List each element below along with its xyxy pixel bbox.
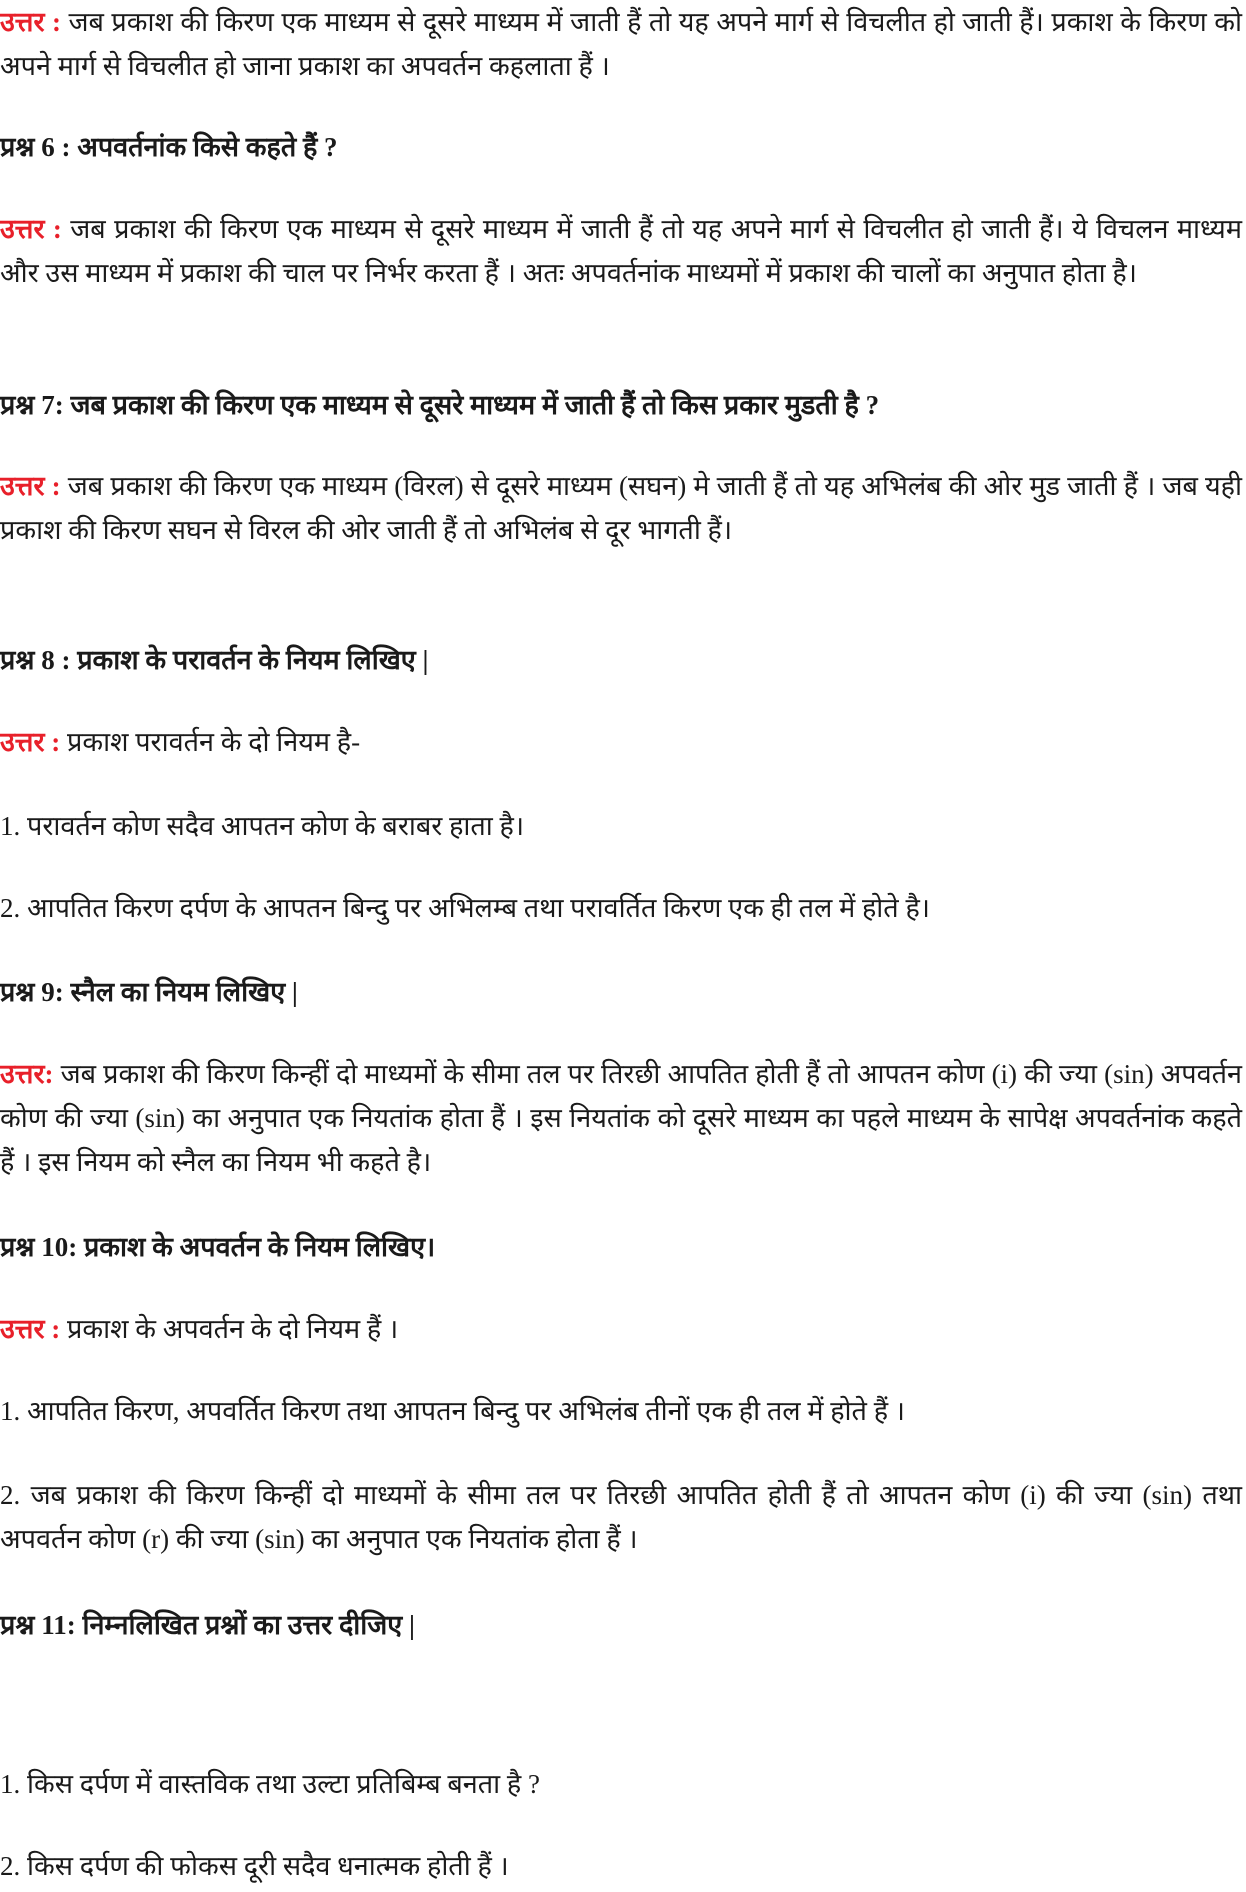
answer-8-point-1: 1. परावर्तन कोण सदैव आपतन कोण के बराबर हाता है।: [0, 811, 525, 841]
answer-text: जब प्रकाश की किरण एक माध्यम से दूसरे माध्यम में जाती हैं तो यह अपने मार्ग से विचलीत हो जाती हैं। प्रकाश के किरण को अपने मार्ग से विचलीत हो जाना प्रकाश का अपवर्तन कहलाता हैं ।: [0, 7, 1243, 81]
answer-label: उत्तर:: [0, 1059, 54, 1089]
answer-text: प्रकाश के अपवर्तन के दो नियम हैं ।: [67, 1314, 399, 1344]
answer-text: जब प्रकाश की किरण एक माध्यम (विरल) से दूसरे माध्यम (सघन) मे जाती हैं तो यह अभिलंब की ओर मुड जाती हैं । जब यही प्रकाश की किरण सघन से विरल की ओर जाती हैं तो अभिलंब से दूर भागती हैं।: [0, 471, 1243, 545]
answer-text: जब प्रकाश की किरण एक माध्यम से दूसरे माध्यम में जाती हैं तो यह अपने मार्ग से विचलीत हो जाती हैं। ये विचलन माध्यम और उस माध्यम में प्रकाश की चाल पर निर्भर करता हैं । अतः अपवर्तनांक माध्यमों में प्रकाश की चालों का अनुपात होता है।: [0, 214, 1242, 288]
question-8: प्रश्न 8 : प्रकाश के परावर्तन के नियम लिखिए |: [0, 645, 429, 675]
question-11: प्रश्न 11: निम्नलिखित प्रश्नों का उत्तर दीजिए |: [0, 1610, 415, 1640]
answer-text: प्रकाश परावर्तन के दो नियम है-: [67, 727, 361, 757]
answer-label: उत्तर :: [0, 471, 61, 501]
question-10: प्रश्न 10: प्रकाश के अपवर्तन के नियम लिखिए।: [0, 1232, 436, 1262]
answer-7: [0, 464, 1242, 552]
question-6: प्रश्न 6 : अपवर्तनांक किसे कहते हैं ?: [0, 132, 338, 162]
question-11-item-2: 2. किस दर्पण की फोकस दूरी सदैव धनात्मक होती हैं ।: [0, 1851, 509, 1881]
answer-10: [0, 1307, 1242, 1351]
answer-label: उत्तर :: [0, 727, 61, 757]
question-9: प्रश्न 9: स्नैल का नियम लिखिए |: [0, 977, 298, 1007]
answer-9: [0, 1052, 1242, 1184]
answer-8-point-2: 2. आपतित किरण दर्पण के आपतन बिन्दु पर अभिलम्ब तथा परावर्तित किरण एक ही तल में होते है।: [0, 893, 931, 923]
answer-10-point-1: 1. आपतित किरण, अपवर्तित किरण तथा आपतन बिन्दु पर अभिलंब तीनों एक ही तल में होते हैं ।: [0, 1396, 906, 1426]
answer-label: उत्तर :: [0, 1314, 61, 1344]
answer-8: [0, 720, 1242, 764]
answer-6: [0, 207, 1242, 295]
answer-text: जब प्रकाश की किरण किन्हीं दो माध्यमों के सीमा तल पर तिरछी आपतित होती हैं तो आपतन कोण (i) की ज्या (sin) अपवर्तन कोण की ज्या (sin) का अनुपात एक नियतांक होता हैं । इस नियतांक को दूसरे माध्यम का पहले माध्यम के सापेक्ष अपवर्तनांक कहते हैं । इस नियम को स्नैल का नियम भी कहते है।: [0, 1059, 1243, 1177]
question-11-item-1: 1. किस दर्पण में वास्तविक तथा उल्टा प्रतिबिम्ब बनता है ?: [0, 1769, 540, 1799]
answer-label: उत्तर :: [0, 214, 62, 244]
answer-10-point-2: 2. जब प्रकाश की किरण किन्हीं दो माध्यमों के सीमा तल पर तिरछी आपतित होती हैं तो आपतन कोण (i) की ज्या (sin) तथा अपवर्तन कोण (r) की ज्या (sin) का अनुपात एक नियतांक होता हैं ।: [0, 1480, 1242, 1554]
question-7: प्रश्न 7: जब प्रकाश की किरण एक माध्यम से दूसरे माध्यम में जाती हैं तो किस प्रकार मुडती है ?: [0, 390, 880, 420]
answer-label: उत्तर :: [0, 7, 61, 37]
answer-5: [0, 0, 1242, 88]
